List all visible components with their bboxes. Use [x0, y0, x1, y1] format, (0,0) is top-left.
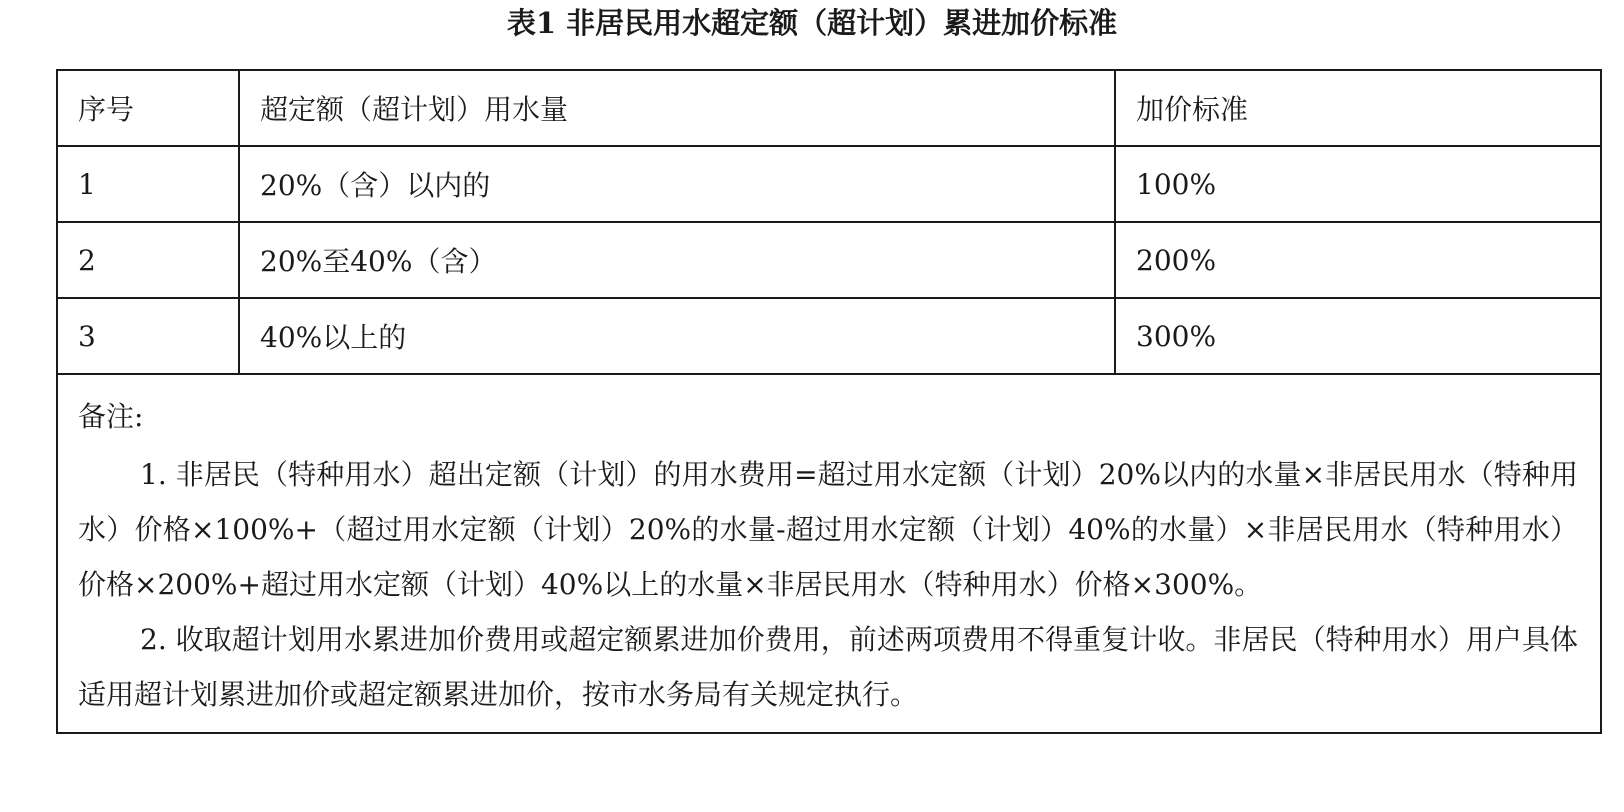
table-row [57, 146, 1601, 222]
row-index-cell: 3 [57, 298, 239, 374]
header-cell-index: 序号 [57, 70, 239, 146]
remarks-label: 备注: [78, 400, 144, 433]
row-usage-cell: 40%以上的 [239, 298, 1115, 374]
remarks-row [57, 374, 1601, 733]
row-surcharge-cell: 300% [1115, 298, 1601, 374]
row-surcharge-cell: 100% [1115, 146, 1601, 222]
row-surcharge-cell: 200% [1115, 222, 1601, 298]
table-title: 表1 非居民用水超定额（超计划）累进加价标准 [506, 6, 1118, 40]
remarks-item: 2. 收取超计划用水累进加价费用或超定额累进加价费用，前述两项费用不得重复计收。非居民（特种用水）用户具体适用超计划累进加价或超定额累进加价，按市水务局有关规定执行。 [78, 623, 1578, 711]
row-index-cell: 1 [57, 146, 239, 222]
header-cell-usage: 超定额（超计划）用水量 [239, 70, 1115, 146]
table-row [57, 298, 1601, 374]
table-row [57, 222, 1601, 298]
row-index-cell: 2 [57, 222, 239, 298]
row-usage-cell: 20%至40%（含） [239, 222, 1115, 298]
surcharge-table [56, 69, 1602, 734]
remarks-cell [57, 374, 1601, 733]
header-cell-surcharge: 加价标准 [1115, 70, 1601, 146]
remarks-item: 1. 非居民（特种用水）超出定额（计划）的用水费用=超过用水定额（计划）20%以内的水量×非居民用水（特种用水）价格×100%+（超过用水定额（计划）20%的水量-超过用水定额（计划）40%的水量）×非居民用水（特种用水）价格×200%+超过用水定额（计划）40%以上的水量×非居民用水（特种用水）价格×300%。 [78, 458, 1578, 601]
table-header-row [57, 70, 1601, 146]
row-usage-cell: 20%（含）以内的 [239, 146, 1115, 222]
